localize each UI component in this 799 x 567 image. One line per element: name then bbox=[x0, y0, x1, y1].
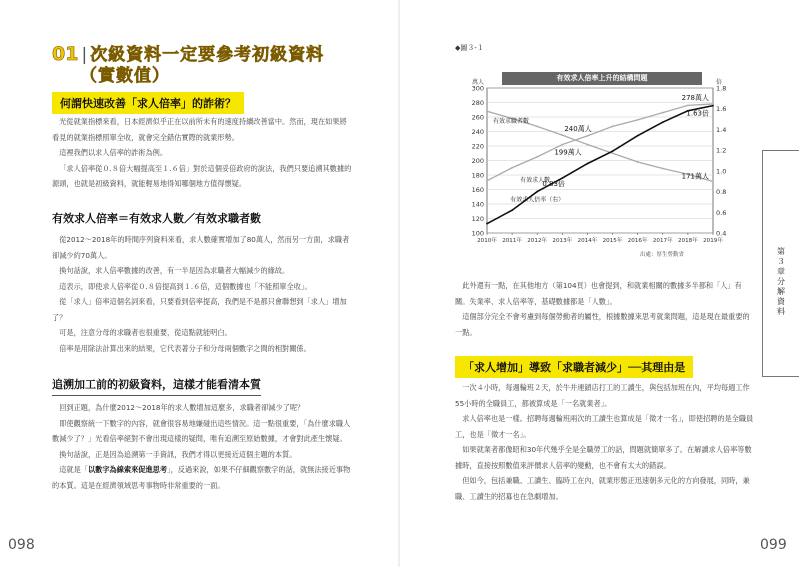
annotation-label: 0.83倍 bbox=[542, 180, 565, 189]
chart-source: 出處：厚生勞動省 bbox=[640, 252, 685, 258]
data-point bbox=[587, 163, 589, 165]
y-tick-label-right: 1.8 bbox=[716, 84, 727, 93]
left-axis-unit: 萬人 bbox=[471, 79, 484, 86]
data-point bbox=[536, 156, 538, 158]
section-2-body bbox=[52, 232, 352, 356]
emphasis-text: 以數字為線索來促進思考 bbox=[87, 465, 168, 474]
annotation-label: 278萬人 bbox=[681, 93, 709, 102]
data-point bbox=[486, 110, 488, 112]
y-tick-label-left: 100 bbox=[471, 229, 484, 238]
paragraph: 「求人倍率從０.８倍大幅提高至１.６倍」對於這個妥倍政府的說法，我們只要追溯其數據的源頭，也就是初級資料，就能輕易地得知哪個地方值得懷疑。 bbox=[52, 163, 352, 188]
series-label: 有效求人數 bbox=[520, 176, 551, 184]
data-point bbox=[662, 168, 664, 170]
y-tick-label-left: 140 bbox=[471, 200, 484, 209]
page-number-left: 098 bbox=[8, 537, 35, 553]
data-point bbox=[612, 152, 614, 154]
paragraph: 光從就業指標來看，日本經濟似乎正在以前所未有的速度持續改善當中。然而，現在如果將看見的就業指標照單全收，就會完全錯估實際的就業形勢。 bbox=[52, 117, 347, 142]
y-tick-label-right: 1.0 bbox=[716, 167, 727, 176]
y-tick-label-left: 300 bbox=[471, 84, 484, 93]
data-point bbox=[662, 112, 664, 114]
paragraph: 換句話說，正是因為追溯第一手資訊，我們才得以更接近這個主題的本質。 bbox=[59, 449, 297, 459]
paragraph: 求人倍率也是一樣。招聘每週輪班兩次的工讀生也算成是「徵才一名」，即使招聘的是全職員工，也是「徵才一名」。 bbox=[455, 414, 754, 439]
x-tick-label: 2013年 bbox=[552, 238, 573, 244]
data-point bbox=[612, 126, 614, 128]
x-tick-label: 2019年 bbox=[703, 238, 723, 244]
paragraph: 回到正題，為什麼2012～2018年的求人數增加這麼多，求職者卻減少了呢？ bbox=[59, 403, 305, 412]
y-tick-label-left: 120 bbox=[471, 215, 484, 223]
data-point bbox=[612, 150, 614, 152]
data-point bbox=[587, 135, 589, 137]
paragraph: 這個部分完全不會考慮到每個勞動者的屬性，根據數據來思考就業問題，這是現在最重要的一點。 bbox=[455, 312, 750, 337]
data-point bbox=[637, 135, 639, 137]
annotation-label: 240萬人 bbox=[564, 125, 592, 134]
y-tick-label-right: 0.4 bbox=[716, 229, 727, 238]
paragraph: 這表示，即使求人倍率從０.８倍提高到１.６倍，這個數據也「不能照單全收」。 bbox=[59, 281, 312, 291]
job-ratio-chart bbox=[455, 60, 745, 260]
y-tick-label-left: 160 bbox=[471, 186, 484, 194]
section-3-body bbox=[52, 400, 352, 493]
y-tick-label-left: 260 bbox=[471, 113, 484, 122]
paragraph: 從「求人」倍率這個名詞來看，只要看到倍率提高，我們是不是都只會聯想到「求人」增加了？ bbox=[52, 297, 347, 322]
data-point bbox=[536, 126, 538, 128]
formula-heading: 有效求人倍率＝有效求人數／有效求職者數 bbox=[52, 212, 261, 225]
y-tick-label-left: 280 bbox=[471, 99, 484, 107]
chapter-side-tab bbox=[762, 150, 799, 377]
data-point bbox=[712, 103, 714, 105]
paragraph: 但如今，包括兼職、工讀生、臨時工在內，就業形態正迅速朝多元化的方向發展，同時，兼職、工讀生的招募也在急劇增加。 bbox=[455, 476, 750, 501]
section-heading-3: 追溯加工前的初級資料，這樣才能看清本質 bbox=[52, 376, 261, 396]
x-tick-label: 2014年 bbox=[577, 238, 598, 244]
x-tick-label: 2018年 bbox=[677, 238, 698, 244]
data-point bbox=[637, 161, 639, 163]
section-heading-1: 何謂快速改善「求人倍率」的詐術？ bbox=[52, 92, 244, 114]
y-tick-label-right: 0.6 bbox=[716, 208, 727, 217]
page-number-right: 099 bbox=[760, 537, 787, 553]
paragraph: 這就是「以數字為線索來促進思考」，反過來說，如果不仔細觀察數字的話，就無法接近事物的本質。這是在經濟領域思考事物時非常重要的一面。 bbox=[52, 465, 351, 490]
chart-grid bbox=[487, 88, 713, 233]
data-point bbox=[486, 223, 488, 225]
paragraph: 一次４小時，每週輪班２天，於牛井連鎖店打工的工讀生，與包括加班在內，平均每週工作55小時的全職員工，都被算成是「一名就業者」。 bbox=[455, 383, 750, 408]
y-tick-label-right: 1.4 bbox=[716, 125, 727, 134]
right-top-body bbox=[455, 278, 755, 340]
data-point bbox=[561, 144, 563, 146]
y-tick-label-left: 200 bbox=[471, 157, 484, 165]
chart-title: 有效求人倍率上升的結構問題 bbox=[502, 72, 702, 85]
annotation-label: 171萬人 bbox=[681, 172, 709, 181]
x-tick-label: 2011年 bbox=[502, 238, 523, 244]
right-axis-unit: 倍 bbox=[716, 79, 723, 86]
data-point bbox=[712, 105, 714, 107]
data-point bbox=[561, 177, 563, 179]
data-point bbox=[486, 180, 488, 182]
x-tick-label: 2015年 bbox=[602, 238, 623, 244]
x-tick-label: 2010年 bbox=[477, 238, 497, 244]
data-point bbox=[561, 134, 563, 136]
x-tick-label: 2016年 bbox=[627, 238, 648, 244]
series-label: 有效求職者數 bbox=[493, 118, 530, 126]
paragraph: 這裡我們以求人倍率的詐術為例。 bbox=[59, 148, 168, 157]
chapter-separator: | bbox=[81, 45, 88, 65]
paragraph: 倍率是用除法計算出來的結果，它代表著分子和分母兩個數字之間的相對關係。 bbox=[59, 343, 311, 353]
paragraph: 可是，注意分母的求職者也很重要，從這點就能明白。 bbox=[59, 328, 232, 337]
chapter-title bbox=[52, 40, 382, 87]
paragraph: 換句話說，求人倍率數據的改善，有一半是因為求職者大幅減少的緣故。 bbox=[59, 266, 290, 275]
paragraph: 即使觀察統一下數字的內容，就會很容易地嫌碰出這些情況。這一點很重要，「為什麼求職人數減少了？」光看倍率絕對不會出現這樣的疑問，唯有追溯至原始數據，才會對此產生懷疑。 bbox=[52, 418, 351, 443]
annotation-label: 199萬人 bbox=[554, 148, 582, 157]
figure-label: ◆圖３-１ bbox=[455, 44, 484, 52]
data-point bbox=[637, 119, 639, 121]
data-point bbox=[687, 105, 689, 107]
x-tick-label: 2017年 bbox=[652, 238, 673, 244]
data-point bbox=[712, 181, 714, 183]
y-tick-label-right: 0.8 bbox=[716, 188, 727, 197]
data-point bbox=[587, 144, 589, 146]
series-label: 有效求人倍率（右） bbox=[510, 196, 565, 204]
data-point bbox=[536, 191, 538, 193]
section-heading-4: 「求人增加」導致「求職者減少」──其理由是 bbox=[455, 356, 693, 378]
y-tick-label-left: 220 bbox=[471, 142, 484, 151]
chapter-title-line1: 次級資料一定要參考初級資料 bbox=[90, 45, 325, 65]
side-tab-label: 第３章 分解資料 bbox=[777, 247, 793, 316]
left-page bbox=[0, 0, 399, 567]
chapter-title-line2: （實數值） bbox=[80, 66, 170, 86]
section-1-body bbox=[52, 114, 352, 192]
data-point bbox=[662, 121, 664, 123]
x-tick-label: 2012年 bbox=[527, 238, 548, 244]
section-4-body bbox=[455, 380, 755, 504]
y-tick-label-left: 180 bbox=[471, 171, 484, 180]
paragraph: 此外還有一點，在其他地方（第104頁）也會提到，和就業相關的數據多半都和「人」有關。失業率、求人倍率等，基礎數據都是「人數」。 bbox=[455, 281, 742, 306]
annotation-label: 1.63倍 bbox=[686, 109, 709, 118]
paragraph: 如果就業者都像昭和30年代幾乎全是全職勞工的話，問題就簡單多了。在解讀求人倍率等數據時，直接按照數值來評價求人倍率的變動，也不會有太大的錯誤。 bbox=[455, 445, 752, 470]
data-point bbox=[511, 209, 513, 211]
y-tick-label-right: 1.6 bbox=[716, 105, 727, 114]
paragraph: 從2012～2018年的時間序列資料來看，求人數確實增加了80萬人，然而另一方面，求職者卻減少約70萬人。 bbox=[52, 235, 350, 260]
y-tick-label-left: 240 bbox=[471, 128, 484, 136]
data-point bbox=[511, 167, 513, 169]
y-tick-label-right: 1.2 bbox=[716, 146, 727, 155]
chapter-number: 01 bbox=[52, 43, 79, 65]
